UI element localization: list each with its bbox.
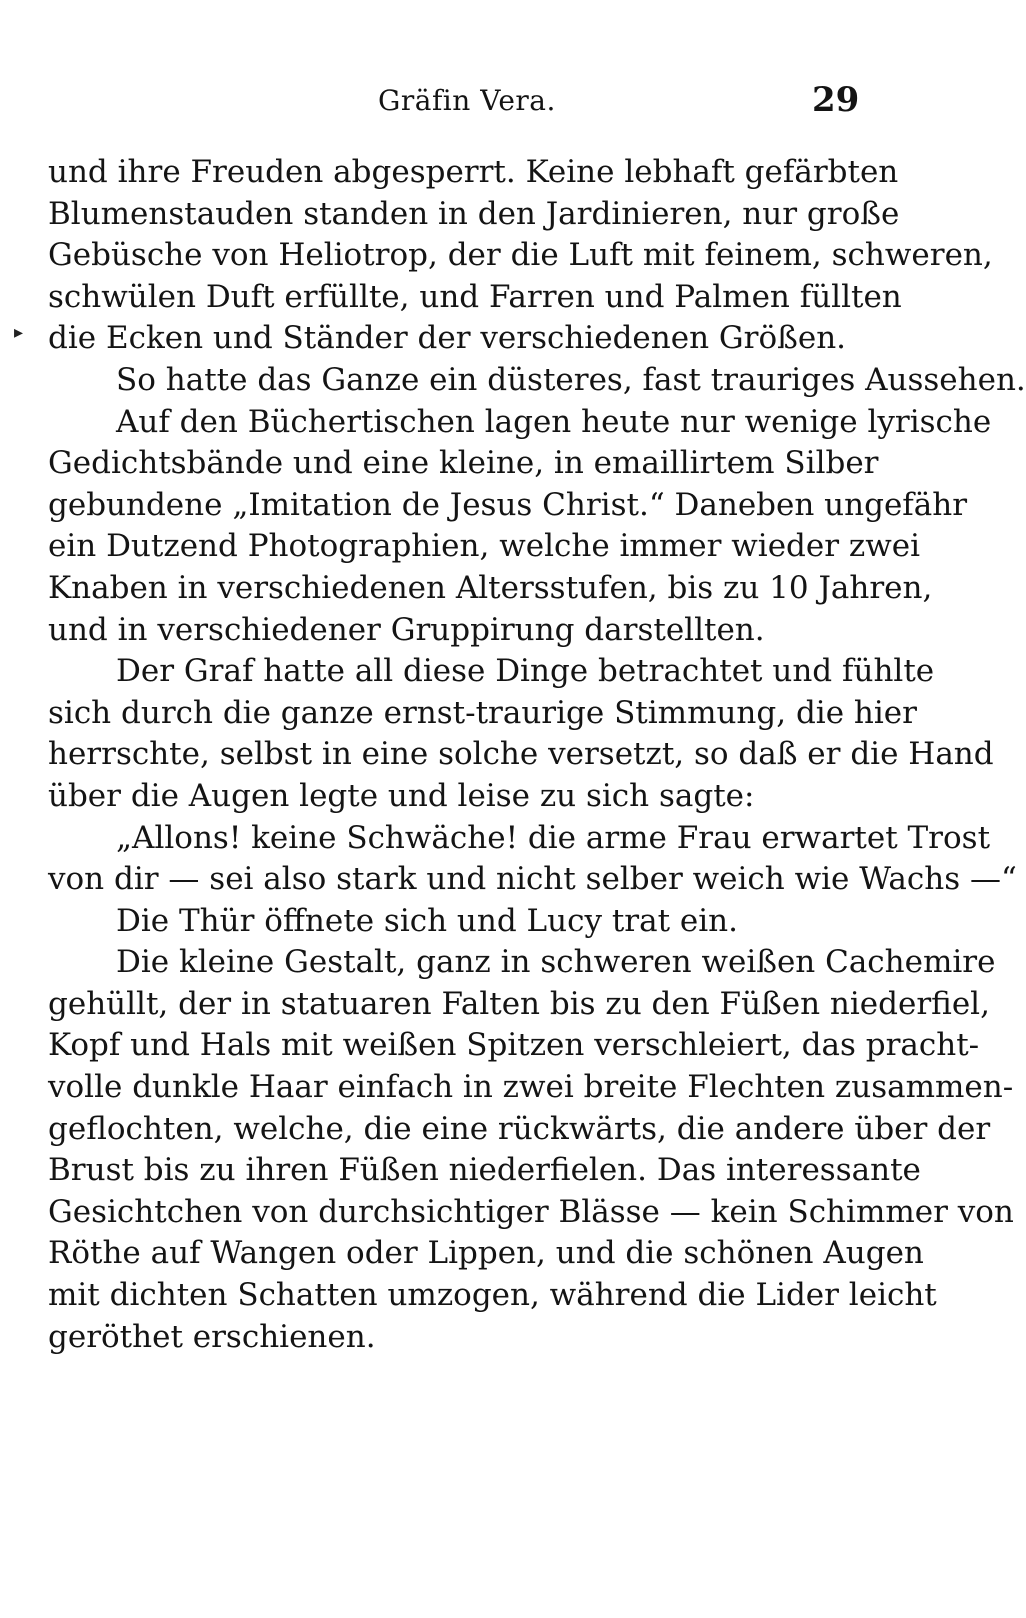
text-line: Röthe auf Wangen oder Lippen, und die schönen Augen: [48, 1235, 924, 1272]
text-line: Auf den Büchertischen lagen heute nur wenige lyrische: [116, 403, 992, 440]
text-line: herrschte, selbst in eine solche versetzt, so daß er die Hand: [48, 736, 994, 773]
text-line: geröthet erschienen.: [48, 1318, 376, 1355]
text-line: Brust bis zu ihren Füßen niederfielen. Das interessante: [48, 1152, 921, 1189]
margin-marker-icon: ▸: [14, 322, 24, 343]
text-line: Kopf und Hals mit weißen Spitzen verschleiert, das pracht-: [48, 1027, 980, 1064]
text-line: Blumenstauden standen in den Jardinieren, nur große: [48, 195, 900, 232]
text-line: volle dunkle Haar einfach in zwei breite Flechten zusammen-: [48, 1069, 1014, 1106]
text-line: Die kleine Gestalt, ganz in schweren weißen Cachemire: [116, 944, 996, 981]
text-line: Gebüsche von Heliotrop, der die Luft mit feinem, schweren,: [48, 237, 993, 274]
text-line: Gedichtsbände und eine kleine, in emaillirtem Silber: [48, 445, 879, 482]
text-line: Gesichtchen von durchsichtiger Blässe — kein Schimmer von: [48, 1193, 1014, 1230]
text-line: sich durch die ganze ernst-traurige Stimmung, die hier: [48, 694, 917, 731]
page-number: 29: [812, 80, 860, 120]
text-line: Der Graf hatte all diese Dinge betrachtet und fühlte: [116, 653, 935, 690]
text-line: schwülen Duft erfüllte, und Farren und Palmen füllten: [48, 278, 902, 315]
body-text: [48, 152, 1026, 1358]
text-line: die Ecken und Ständer der verschiedenen Größen.: [48, 320, 847, 357]
text-line: und ihre Freuden abgesperrt. Keine lebhaft gefärbten: [48, 154, 899, 190]
text-line: mit dichten Schatten umzogen, während die Lider leicht: [48, 1277, 937, 1314]
text-line: über die Augen legte und leise zu sich sagte:: [48, 777, 755, 814]
text-line: Knaben in verschiedenen Altersstufen, bis zu 10 Jahren,: [48, 569, 933, 606]
text-line: Die Thür öffnete sich und Lucy trat ein.: [116, 902, 738, 939]
text-line: So hatte das Ganze ein düsteres, fast trauriges Aussehen.: [116, 361, 1026, 398]
text-line: und in verschiedener Gruppirung darstellten.: [48, 611, 765, 648]
text-line: gehüllt, der in statuaren Falten bis zu den Füßen niederfiel,: [48, 985, 990, 1022]
page-header: [0, 78, 1000, 128]
text-line: geflochten, welche, die eine rückwärts, die andere über der: [48, 1110, 991, 1147]
text-line: von dir — sei also stark und nicht selber weich wie Wachs —“: [48, 861, 1017, 898]
text-line: ein Dutzend Photographien, welche immer wieder zwei: [48, 528, 921, 565]
text-line: „Allons! keine Schwäche! die arme Frau erwartet Trost: [116, 819, 991, 856]
running-title: Gräfin Vera.: [378, 84, 556, 117]
text-line: gebundene „Imitation de Jesus Christ.“ Daneben ungefähr: [48, 486, 968, 523]
